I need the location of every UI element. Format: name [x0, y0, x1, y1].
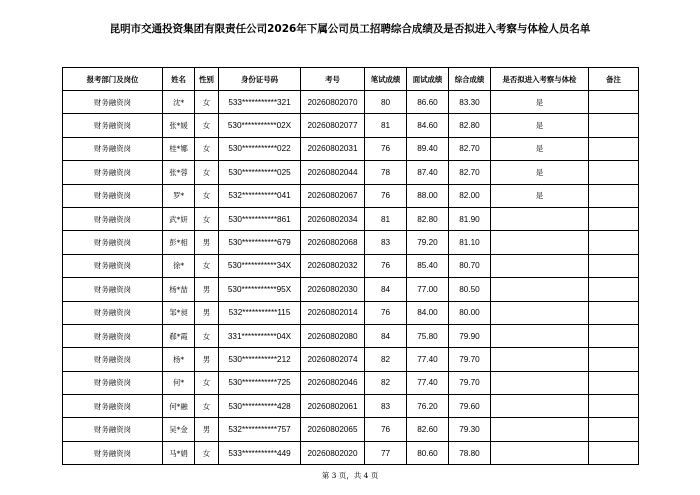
- cell-gender: 女: [195, 371, 219, 394]
- cell-id-number: 530***********95X: [219, 278, 301, 301]
- cell-total-score: 80.50: [449, 278, 491, 301]
- cell-total-score: 81.10: [449, 231, 491, 254]
- column-header-name: 姓名: [163, 68, 195, 91]
- cell-total-score: 80.70: [449, 254, 491, 277]
- cell-gender: 女: [195, 324, 219, 347]
- cell-remarks: [589, 418, 639, 441]
- cell-name: 桂*娜: [163, 137, 195, 160]
- cell-proceed-status: 是: [491, 184, 589, 207]
- cell-gender: 男: [195, 348, 219, 371]
- cell-gender: 女: [195, 161, 219, 184]
- cell-written-score: 77: [365, 441, 407, 464]
- table-row: [63, 371, 639, 394]
- cell-total-score: 80.00: [449, 301, 491, 324]
- cell-interview-score: 80.60: [407, 441, 449, 464]
- page-footer: 第 3 页，共 4 页: [321, 471, 379, 480]
- cell-exam-number: 20260802030: [301, 278, 365, 301]
- cell-total-score: 81.90: [449, 207, 491, 230]
- cell-name: 何*: [163, 371, 195, 394]
- cell-exam-number: 20260802068: [301, 231, 365, 254]
- cell-exam-number: 20260802046: [301, 371, 365, 394]
- cell-gender: 男: [195, 418, 219, 441]
- cell-proceed-status: [491, 207, 589, 230]
- table-row: [63, 395, 639, 418]
- cell-gender: 女: [195, 184, 219, 207]
- cell-remarks: [589, 231, 639, 254]
- cell-proceed-status: 是: [491, 161, 589, 184]
- cell-department-position: 财务融资岗: [63, 207, 163, 230]
- cell-id-number: 533***********321: [219, 91, 301, 114]
- cell-total-score: 79.90: [449, 324, 491, 347]
- cell-name: 吴*金: [163, 418, 195, 441]
- table-row: [63, 418, 639, 441]
- cell-name: 张*蓉: [163, 161, 195, 184]
- cell-department-position: 财务融资岗: [63, 184, 163, 207]
- cell-department-position: 财务融资岗: [63, 371, 163, 394]
- cell-department-position: 财务融资岗: [63, 301, 163, 324]
- cell-remarks: [589, 184, 639, 207]
- cell-written-score: 82: [365, 371, 407, 394]
- table-row: [63, 184, 639, 207]
- cell-written-score: 76: [365, 137, 407, 160]
- cell-name: 武*妍: [163, 207, 195, 230]
- cell-total-score: 82.70: [449, 161, 491, 184]
- page-title: 昆明市交通投资集团有限责任公司2026年下属公司员工招聘综合成绩及是否拟进入考察与体检人员名单: [109, 23, 591, 35]
- cell-total-score: 79.60: [449, 395, 491, 418]
- cell-name: 彭*相: [163, 231, 195, 254]
- cell-remarks: [589, 161, 639, 184]
- column-header-gender: 性别: [195, 68, 219, 91]
- cell-name: 徐*: [163, 254, 195, 277]
- cell-proceed-status: [491, 278, 589, 301]
- cell-interview-score: 88.00: [407, 184, 449, 207]
- cell-department-position: 财务融资岗: [63, 278, 163, 301]
- cell-id-number: 530***********725: [219, 371, 301, 394]
- cell-written-score: 76: [365, 254, 407, 277]
- cell-proceed-status: [491, 441, 589, 464]
- cell-remarks: [589, 324, 639, 347]
- cell-interview-score: 84.60: [407, 114, 449, 137]
- cell-remarks: [589, 301, 639, 324]
- column-header-proceed-status: 是否拟进入考察与体检: [491, 68, 589, 91]
- cell-remarks: [589, 91, 639, 114]
- cell-gender: 男: [195, 278, 219, 301]
- cell-id-number: 532***********041: [219, 184, 301, 207]
- cell-exam-number: 20260802077: [301, 114, 365, 137]
- cell-interview-score: 82.80: [407, 207, 449, 230]
- cell-exam-number: 20260802034: [301, 207, 365, 230]
- cell-gender: 女: [195, 207, 219, 230]
- cell-id-number: 331***********04X: [219, 324, 301, 347]
- cell-name: 邹*昶: [163, 301, 195, 324]
- cell-gender: 男: [195, 301, 219, 324]
- cell-interview-score: 82.60: [407, 418, 449, 441]
- cell-interview-score: 89.40: [407, 137, 449, 160]
- cell-department-position: 财务融资岗: [63, 114, 163, 137]
- cell-written-score: 76: [365, 418, 407, 441]
- cell-exam-number: 20260802020: [301, 441, 365, 464]
- cell-total-score: 83.30: [449, 91, 491, 114]
- cell-exam-number: 20260802074: [301, 348, 365, 371]
- column-header-remarks: 备注: [589, 68, 639, 91]
- cell-exam-number: 20260802065: [301, 418, 365, 441]
- cell-proceed-status: [491, 254, 589, 277]
- cell-name: 杨*喆: [163, 278, 195, 301]
- cell-written-score: 83: [365, 395, 407, 418]
- cell-department-position: 财务融资岗: [63, 137, 163, 160]
- table-row: [63, 301, 639, 324]
- cell-id-number: 530***********679: [219, 231, 301, 254]
- cell-remarks: [589, 371, 639, 394]
- cell-proceed-status: [491, 418, 589, 441]
- cell-proceed-status: [491, 395, 589, 418]
- cell-interview-score: 86.60: [407, 91, 449, 114]
- cell-gender: 女: [195, 254, 219, 277]
- cell-written-score: 81: [365, 207, 407, 230]
- cell-interview-score: 84.00: [407, 301, 449, 324]
- cell-remarks: [589, 278, 639, 301]
- column-header-department-position: 报考部门及岗位: [63, 68, 163, 91]
- cell-gender: 女: [195, 91, 219, 114]
- table-row: [63, 114, 639, 137]
- cell-interview-score: 77.40: [407, 348, 449, 371]
- cell-exam-number: 20260802070: [301, 91, 365, 114]
- cell-total-score: 78.80: [449, 441, 491, 464]
- cell-name: 马*娟: [163, 441, 195, 464]
- cell-id-number: 532***********757: [219, 418, 301, 441]
- cell-exam-number: 20260802080: [301, 324, 365, 347]
- table-row: [63, 324, 639, 347]
- cell-written-score: 81: [365, 114, 407, 137]
- cell-id-number: 530***********861: [219, 207, 301, 230]
- cell-total-score: 82.80: [449, 114, 491, 137]
- cell-written-score: 84: [365, 324, 407, 347]
- cell-proceed-status: [491, 231, 589, 254]
- cell-interview-score: 76.20: [407, 395, 449, 418]
- cell-id-number: 530***********212: [219, 348, 301, 371]
- cell-id-number: 530***********34X: [219, 254, 301, 277]
- cell-proceed-status: 是: [491, 91, 589, 114]
- cell-id-number: 530***********02X: [219, 114, 301, 137]
- cell-written-score: 80: [365, 91, 407, 114]
- cell-remarks: [589, 114, 639, 137]
- table-row: [63, 137, 639, 160]
- cell-proceed-status: [491, 371, 589, 394]
- column-header-interview-score: 面试成绩: [407, 68, 449, 91]
- cell-gender: 女: [195, 137, 219, 160]
- cell-department-position: 财务融资岗: [63, 395, 163, 418]
- cell-written-score: 82: [365, 348, 407, 371]
- cell-department-position: 财务融资岗: [63, 348, 163, 371]
- cell-name: 何*融: [163, 395, 195, 418]
- cell-id-number: 533***********449: [219, 441, 301, 464]
- cell-written-score: 84: [365, 278, 407, 301]
- cell-interview-score: 75.80: [407, 324, 449, 347]
- cell-remarks: [589, 207, 639, 230]
- cell-exam-number: 20260802061: [301, 395, 365, 418]
- cell-department-position: 财务融资岗: [63, 231, 163, 254]
- table-row: [63, 441, 639, 464]
- cell-interview-score: 77.00: [407, 278, 449, 301]
- cell-interview-score: 85.40: [407, 254, 449, 277]
- cell-name: 张*媛: [163, 114, 195, 137]
- cell-department-position: 财务融资岗: [63, 91, 163, 114]
- cell-remarks: [589, 137, 639, 160]
- cell-gender: 女: [195, 441, 219, 464]
- cell-id-number: 530***********428: [219, 395, 301, 418]
- cell-total-score: 79.30: [449, 418, 491, 441]
- cell-exam-number: 20260802032: [301, 254, 365, 277]
- cell-total-score: 82.70: [449, 137, 491, 160]
- cell-name: 罗*: [163, 184, 195, 207]
- table-row: [63, 278, 639, 301]
- cell-proceed-status: [491, 301, 589, 324]
- cell-exam-number: 20260802044: [301, 161, 365, 184]
- cell-department-position: 财务融资岗: [63, 324, 163, 347]
- cell-remarks: [589, 348, 639, 371]
- cell-exam-number: 20260802067: [301, 184, 365, 207]
- cell-proceed-status: [491, 348, 589, 371]
- table-row: [63, 348, 639, 371]
- column-header-total-score: 综合成绩: [449, 68, 491, 91]
- cell-remarks: [589, 395, 639, 418]
- cell-proceed-status: 是: [491, 137, 589, 160]
- cell-gender: 男: [195, 231, 219, 254]
- cell-id-number: 530***********022: [219, 137, 301, 160]
- column-header-written-score: 笔试成绩: [365, 68, 407, 91]
- cell-id-number: 532***********115: [219, 301, 301, 324]
- cell-remarks: [589, 254, 639, 277]
- cell-total-score: 79.70: [449, 348, 491, 371]
- cell-interview-score: 87.40: [407, 161, 449, 184]
- cell-written-score: 76: [365, 184, 407, 207]
- cell-total-score: 82.00: [449, 184, 491, 207]
- cell-id-number: 530***********025: [219, 161, 301, 184]
- results-table: [62, 67, 639, 465]
- table-header-row: [63, 68, 639, 91]
- cell-gender: 女: [195, 395, 219, 418]
- cell-department-position: 财务融资岗: [63, 418, 163, 441]
- cell-department-position: 财务融资岗: [63, 441, 163, 464]
- cell-name: 沈*: [163, 91, 195, 114]
- cell-name: 郗*霞: [163, 324, 195, 347]
- table-row: [63, 207, 639, 230]
- cell-exam-number: 20260802014: [301, 301, 365, 324]
- cell-gender: 女: [195, 114, 219, 137]
- cell-interview-score: 79.20: [407, 231, 449, 254]
- cell-proceed-status: [491, 324, 589, 347]
- column-header-exam-number: 考号: [301, 68, 365, 91]
- cell-written-score: 83: [365, 231, 407, 254]
- cell-interview-score: 77.40: [407, 371, 449, 394]
- cell-total-score: 79.70: [449, 371, 491, 394]
- table-row: [63, 231, 639, 254]
- cell-exam-number: 20260802031: [301, 137, 365, 160]
- table-row: [63, 161, 639, 184]
- cell-written-score: 78: [365, 161, 407, 184]
- cell-department-position: 财务融资岗: [63, 161, 163, 184]
- cell-remarks: [589, 441, 639, 464]
- cell-name: 杨*: [163, 348, 195, 371]
- cell-department-position: 财务融资岗: [63, 254, 163, 277]
- cell-proceed-status: 是: [491, 114, 589, 137]
- table-row: [63, 91, 639, 114]
- cell-written-score: 76: [365, 301, 407, 324]
- column-header-id-number: 身份证号码: [219, 68, 301, 91]
- table-row: [63, 254, 639, 277]
